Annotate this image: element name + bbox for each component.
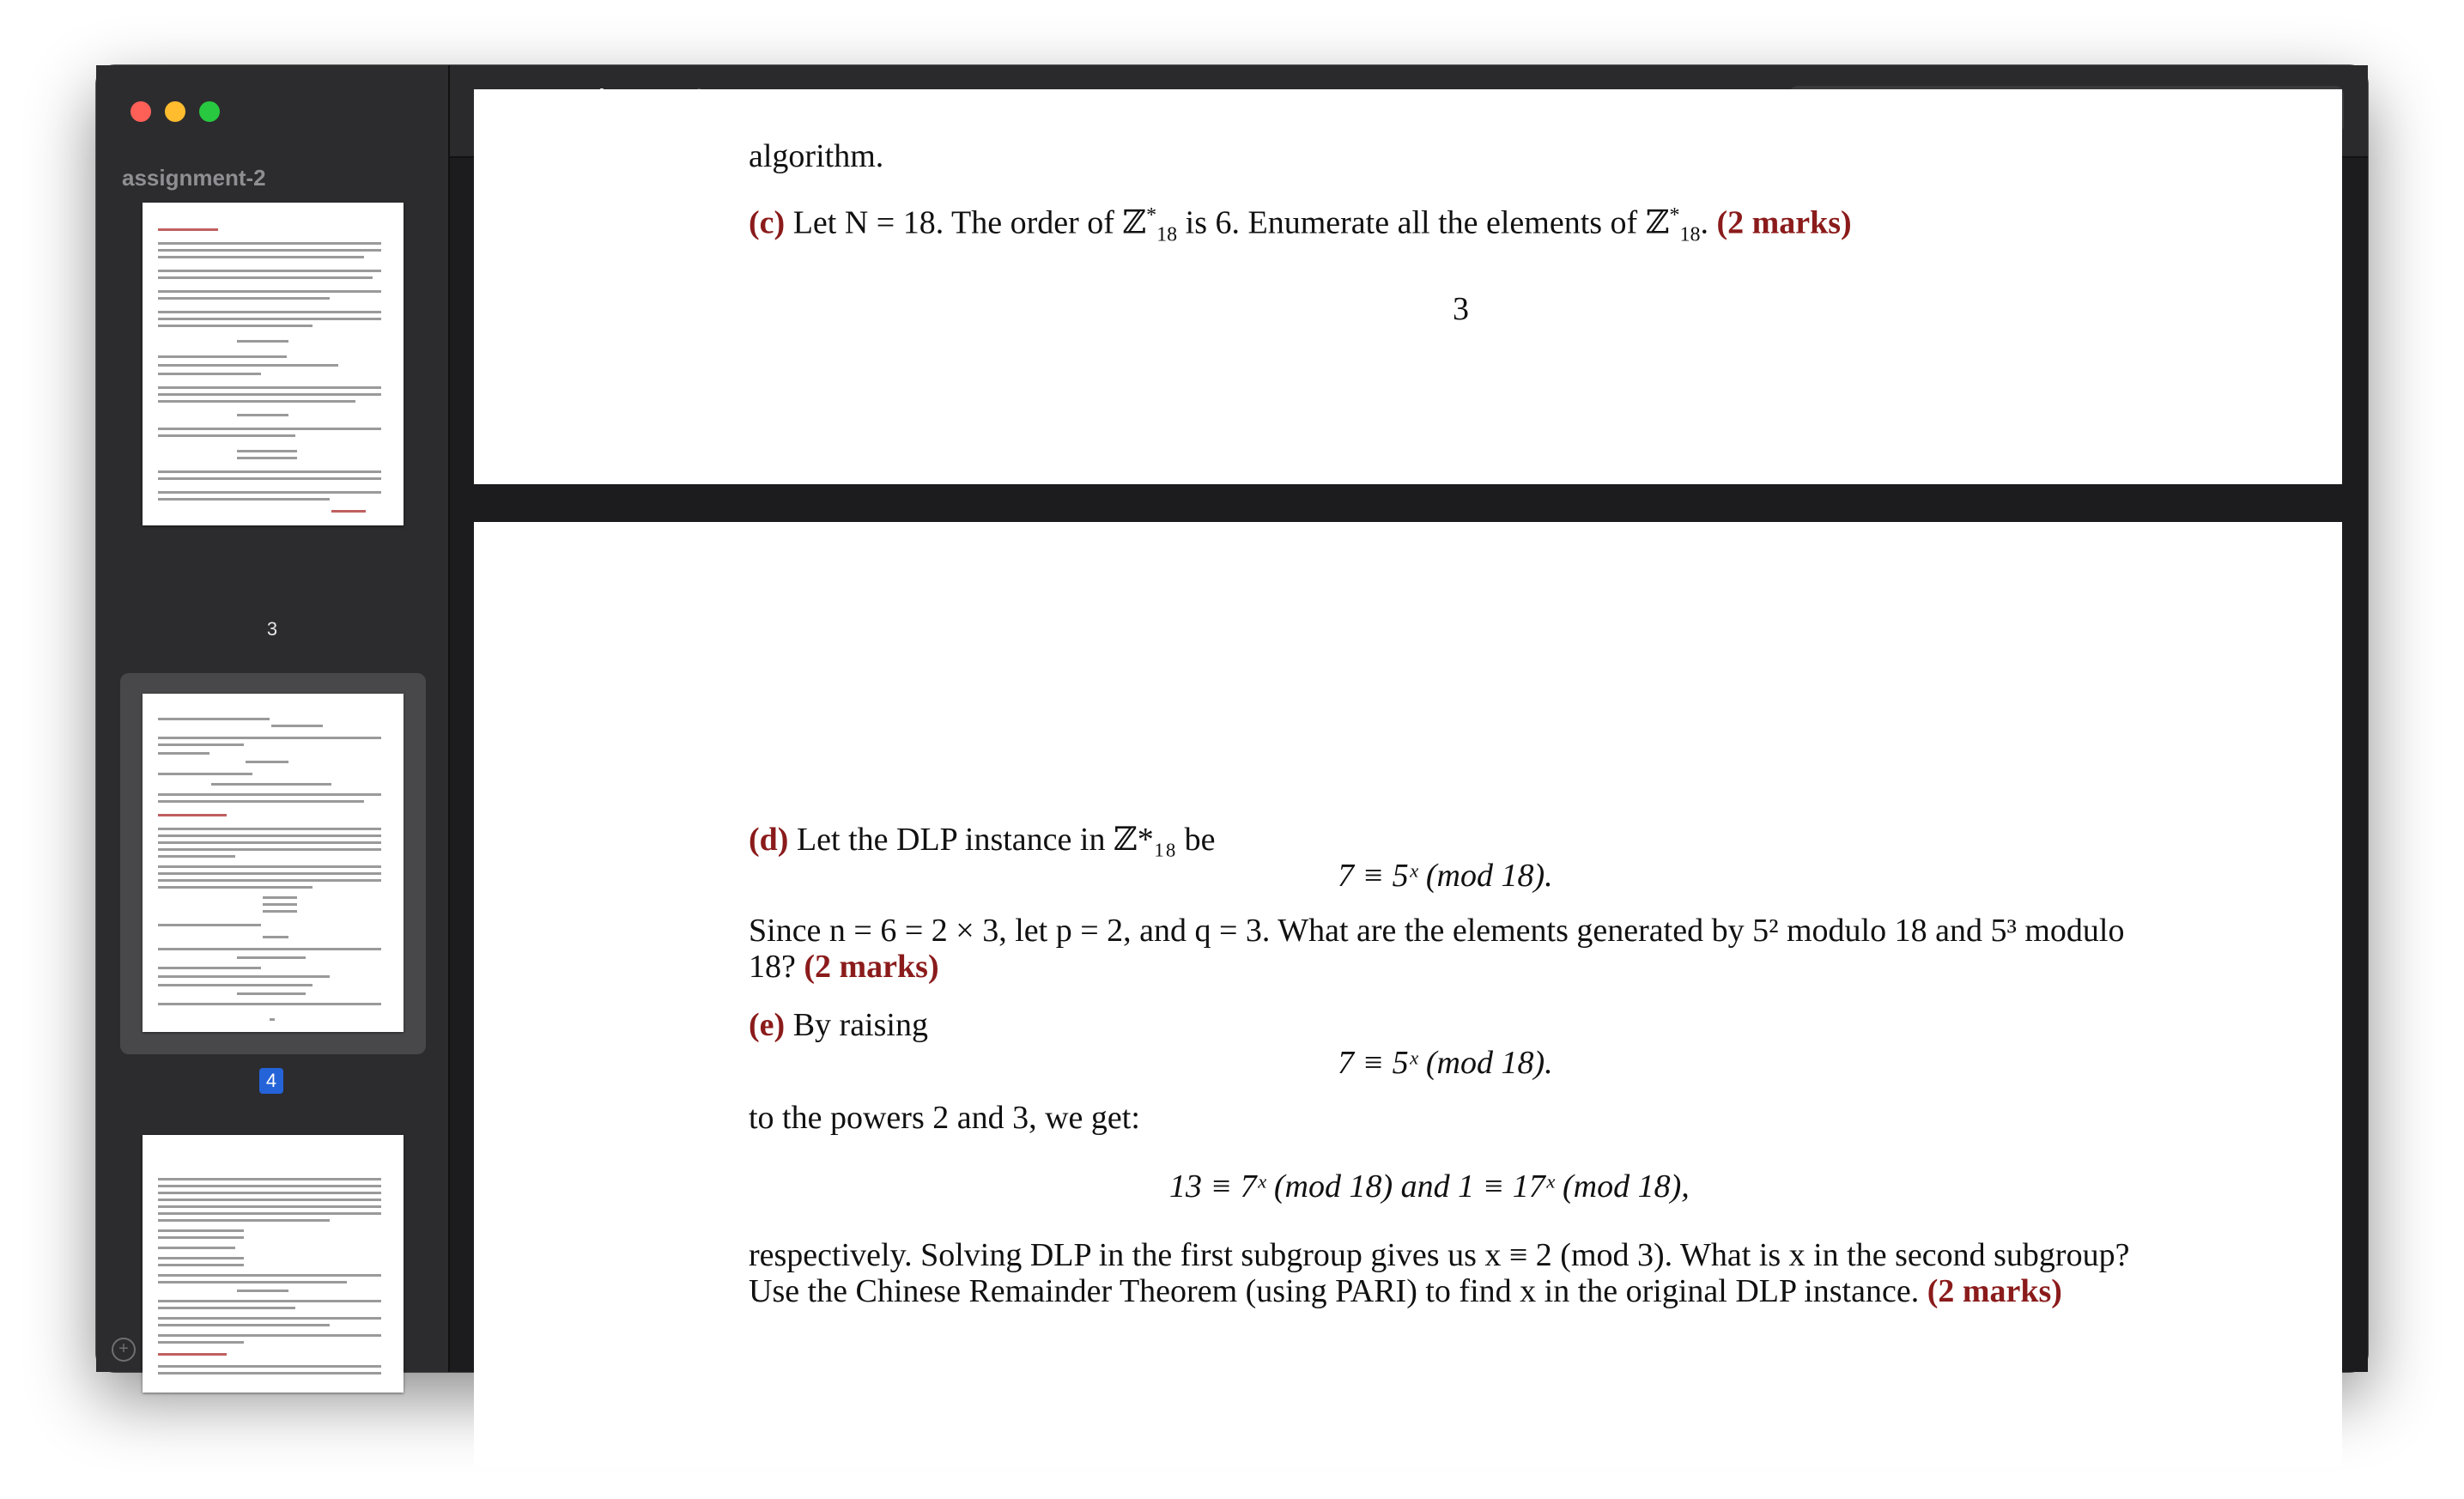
minimize-button[interactable] — [165, 101, 185, 122]
question-e-text: By raising — [792, 1007, 928, 1043]
preview-window — [96, 65, 2368, 1372]
zoom-button[interactable] — [199, 101, 220, 122]
question-d-body-2-text: 18? — [749, 949, 796, 985]
window-controls — [130, 101, 220, 122]
question-e-body-1: to the powers 2 and 3, we get: — [749, 1100, 1140, 1136]
add-icon[interactable]: + — [112, 1338, 136, 1362]
equation-e1: 7 ≡ 5ˣ (mod 18). — [1338, 1045, 1553, 1081]
thumbnail-page-4[interactable] — [143, 694, 404, 1032]
question-e-body-3: Use the Chinese Remainder Theorem (using PARI) to find x in the original DLP instance. — [749, 1273, 1920, 1309]
question-c-text-2: is 6. Enumerate all the elements of ℤ — [1185, 204, 1670, 241]
page-number: 3 — [1453, 291, 1469, 327]
question-d — [749, 822, 1216, 859]
thumbnail-list[interactable] — [96, 203, 448, 1319]
sidebar-title: assignment-2 — [122, 165, 266, 191]
question-c-subscript-1: 18 — [1156, 223, 1178, 246]
thumbnail-label-3: 3 — [266, 618, 278, 640]
close-button[interactable] — [130, 101, 151, 122]
document-view[interactable] — [450, 138, 2368, 1372]
question-e — [749, 1008, 928, 1044]
document-page-3 — [474, 89, 2342, 484]
thumbnail-page-5[interactable] — [143, 1135, 404, 1393]
question-c: (c) Let N = 18. The order of ℤ*$_{18}$ is 6. Enumerate all the elements of ℤ*$_{18}$. (2 marks) — [749, 204, 1852, 246]
question-e-marks: (2 marks) — [1927, 1273, 2062, 1309]
thumbnail-label-4: 4 — [259, 1068, 283, 1094]
question-e-body-3-line — [749, 1274, 2062, 1310]
document-page-4 — [474, 522, 2342, 1466]
thumbnail-page-3[interactable] — [143, 203, 404, 525]
question-c-marks: (2 marks) — [1716, 204, 1852, 241]
question-c-label: (c) — [749, 204, 786, 241]
equation-e2: 13 ≡ 7ˣ (mod 18) and 1 ≡ 17ˣ (mod 18), — [1169, 1168, 1690, 1205]
question-e-body-2: respectively. Solving DLP in the first subgroup gives us x ≡ 2 (mod 3). What is x in the second subgroup? — [749, 1237, 2130, 1273]
question-c-subscript-2: 18 — [1679, 223, 1701, 246]
question-e-label: (e) — [749, 1007, 786, 1043]
question-d-body-1: Since n = 6 = 2 × 3, let p = 2, and q = 3. What are the elements generated by 5² modulo 18 and 5³ modulo — [749, 913, 2125, 949]
question-d-label: (d) — [749, 822, 789, 858]
page3-tail-text: algorithm. — [749, 138, 884, 174]
question-c-text-1: Let N = 18. The order of ℤ — [792, 204, 1147, 241]
sidebar — [96, 65, 450, 1372]
equation-d: 7 ≡ 5ˣ (mod 18). — [1338, 858, 1553, 894]
question-d-marks: (2 marks) — [804, 949, 939, 985]
question-d-body-2 — [749, 950, 939, 986]
question-d-text: Let the DLP instance in ℤ*₁₈ be — [796, 822, 1216, 858]
